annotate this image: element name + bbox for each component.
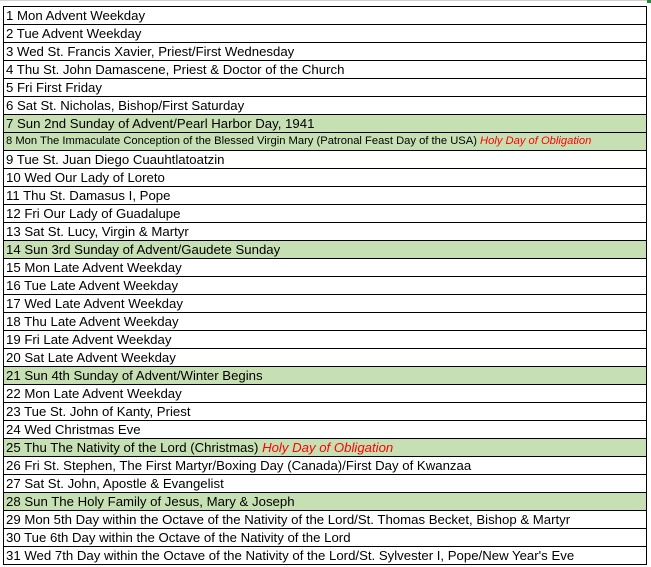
calendar-row[interactable] [4,421,647,439]
row-text: 17 Wed Late Advent Weekday [6,296,183,311]
calendar-row[interactable] [4,511,647,529]
row-text: 1 Mon Advent Weekday [6,8,146,23]
selection-corner-marker [647,0,651,3]
calendar-row[interactable] [4,403,647,421]
row-text: 2 Tue Advent Weekday [6,26,142,41]
row-text: 12 Fri Our Lady of Guadalupe [6,206,181,221]
calendar-row[interactable] [4,331,647,349]
calendar-row[interactable] [4,223,647,241]
calendar-row[interactable] [4,277,647,295]
calendar-row[interactable] [4,61,647,79]
row-text: 31 Wed 7th Day within the Octave of the Nativity of the Lord/St. Sylvester I, Pope/New Year's Eve [6,548,575,563]
row-text: 29 Mon 5th Day within the Octave of the Nativity of the Lord/St. Thomas Becket, Bishop & Martyr [6,512,571,527]
row-text: 6 Sat St. Nicholas, Bishop/First Saturday [6,98,245,113]
calendar-row[interactable] [4,259,647,277]
sheet-top-border [0,0,651,1]
calendar-row[interactable] [4,25,647,43]
row-text: 4 Thu St. John Damascene, Priest & Doctor of the Church [6,62,345,77]
row-text: 20 Sat Late Advent Weekday [6,350,176,365]
calendar-row[interactable] [4,241,647,259]
calendar-row[interactable] [4,529,647,547]
row-text: 19 Fri Late Advent Weekday [6,332,172,347]
calendar-row[interactable] [4,493,647,511]
row-text: 9 Tue St. Juan Diego Cuauhtlatoatzin [6,152,225,167]
calendar-row[interactable] [4,205,647,223]
row-text: 5 Fri First Friday [6,80,102,95]
row-text: 22 Mon Late Advent Weekday [6,386,182,401]
calendar-row[interactable] [4,475,647,493]
row-text: 24 Wed Christmas Eve [6,422,141,437]
calendar-row[interactable] [4,313,647,331]
row-text: 30 Tue 6th Day within the Octave of the Nativity of the Lord [6,530,351,545]
row-text: 18 Thu Late Advent Weekday [6,314,179,329]
calendar-row[interactable] [4,7,647,25]
row-text: 21 Sun 4th Sunday of Advent/Winter Begins [6,368,263,383]
row-text: 27 Sat St. John, Apostle & Evangelist [6,476,224,491]
calendar-row[interactable] [4,385,647,403]
calendar-row[interactable] [4,169,647,187]
calendar-row[interactable] [4,97,647,115]
row-text: 15 Mon Late Advent Weekday [6,260,182,275]
row-text: 8 Mon The Immaculate Conception of the Blessed Virgin Mary (Patronal Feast Day of the USA) [6,135,477,147]
calendar-row[interactable] [4,367,647,385]
calendar-row[interactable] [4,457,647,475]
holy-day-note: Holy Day of Obligation [262,440,394,455]
calendar-row[interactable] [4,43,647,61]
calendar-row[interactable] [4,115,647,133]
calendar-sheet [3,6,647,565]
calendar-row[interactable] [4,79,647,97]
row-text: 25 Thu The Nativity of the Lord (Christmas) [6,440,259,455]
calendar-row[interactable] [4,349,647,367]
row-text: 26 Fri St. Stephen, The First Martyr/Boxing Day (Canada)/First Day of Kwanzaa [6,458,472,473]
row-text: 13 Sat St. Lucy, Virgin & Martyr [6,224,189,239]
calendar-row[interactable] [4,133,647,151]
row-text: 14 Sun 3rd Sunday of Advent/Gaudete Sunday [6,242,281,257]
holy-day-note: Holy Day of Obligation [480,135,592,147]
row-text: 3 Wed St. Francis Xavier, Priest/First Wednesday [6,44,295,59]
row-text: 28 Sun The Holy Family of Jesus, Mary & Joseph [6,494,295,509]
calendar-row[interactable] [4,295,647,313]
row-text: 10 Wed Our Lady of Loreto [6,170,165,185]
calendar-row[interactable] [4,547,647,565]
calendar-row[interactable] [4,151,647,169]
calendar-row[interactable] [4,439,647,457]
row-text: 7 Sun 2nd Sunday of Advent/Pearl Harbor Day, 1941 [6,116,315,131]
row-text: 23 Tue St. John of Kanty, Priest [6,404,191,419]
row-text: 11 Thu St. Damasus I, Pope [6,188,171,203]
calendar-row[interactable] [4,187,647,205]
row-text: 16 Tue Late Advent Weekday [6,278,179,293]
